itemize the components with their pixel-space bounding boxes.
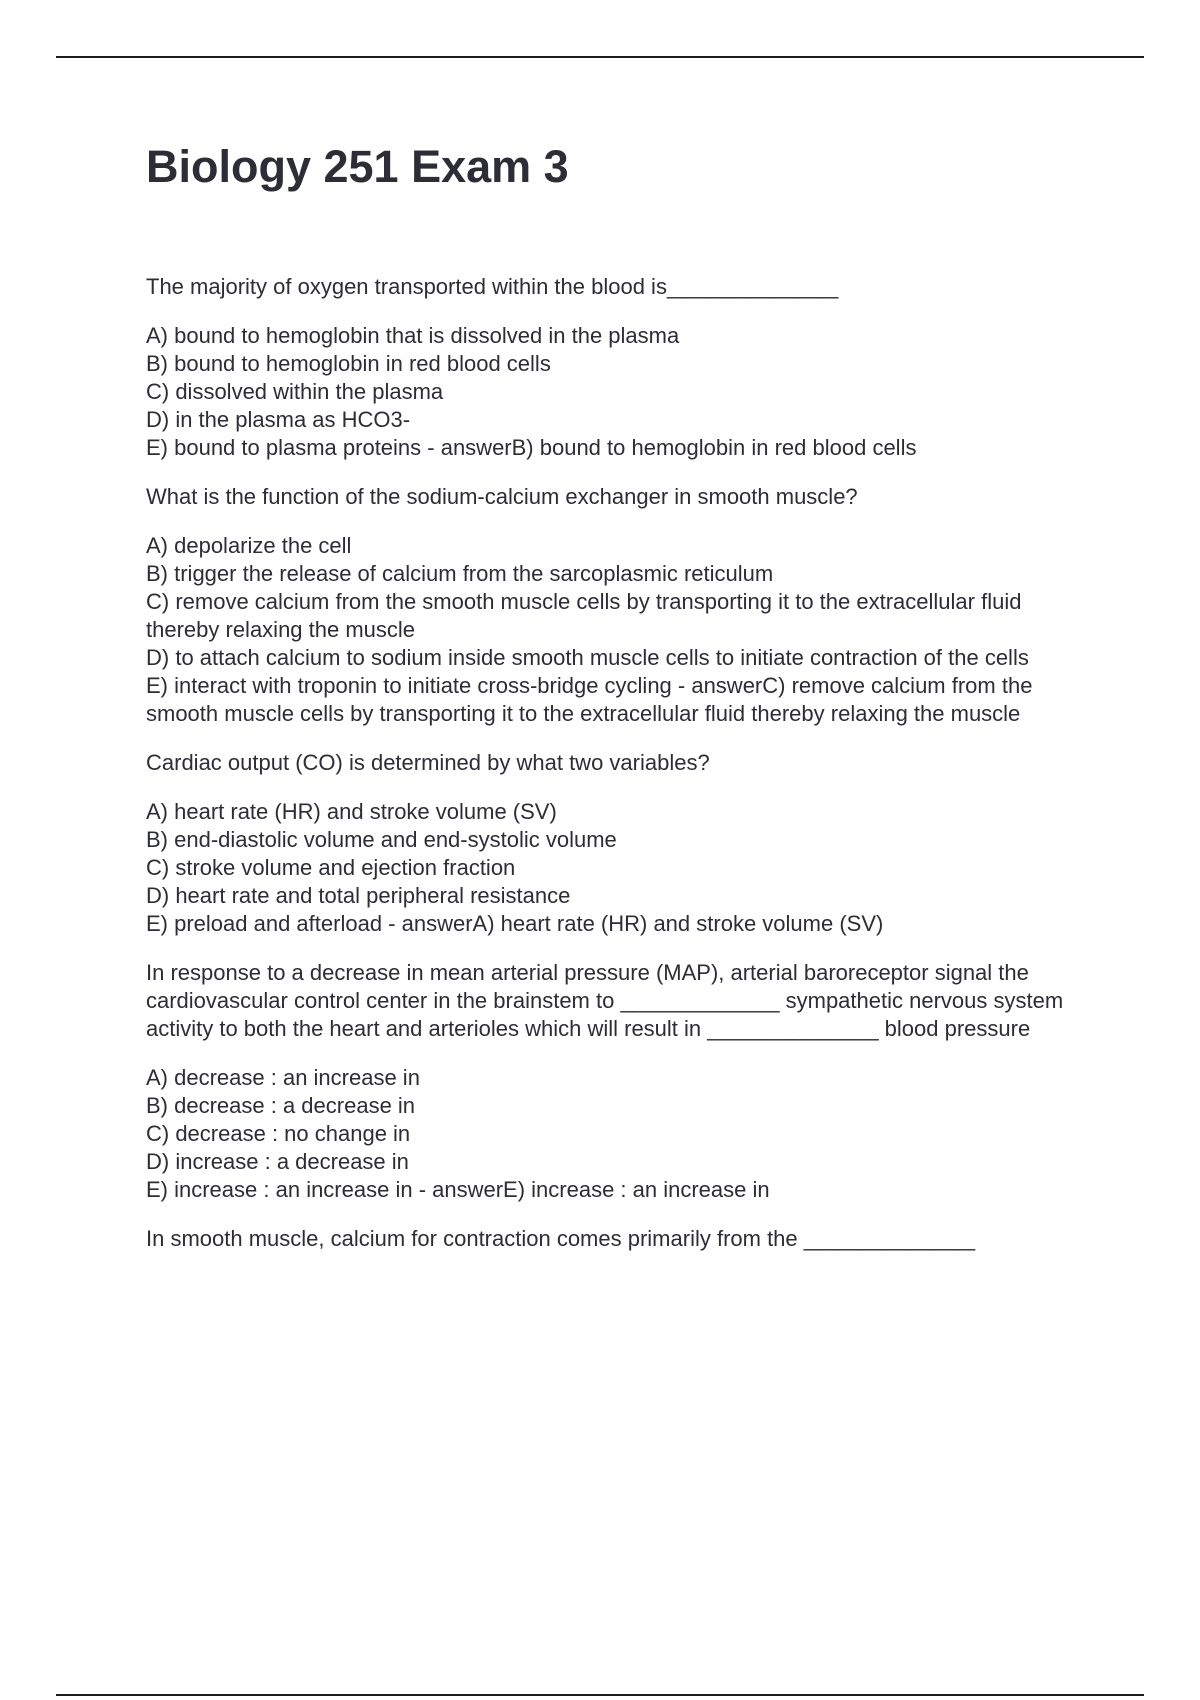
- answer-option: C) stroke volume and ejection fraction: [146, 855, 516, 880]
- answer-option: A) heart rate (HR) and stroke volume (SV): [146, 799, 557, 824]
- answer-option: E) preload and afterload - answerA) heart rate (HR) and stroke volume (SV): [146, 911, 884, 936]
- answer-option: D) heart rate and total peripheral resistance: [146, 883, 571, 908]
- answer-option: B) trigger the release of calcium from the sarcoplasmic reticulum: [146, 561, 774, 586]
- bottom-rule: [56, 1694, 1144, 1696]
- answer-options: [146, 798, 1086, 938]
- question-text: In smooth muscle, calcium for contraction comes primarily from the ______________: [146, 1226, 976, 1251]
- answer-option: E) increase : an increase in - answerE) increase : an increase in: [146, 1177, 770, 1202]
- answer-option: C) dissolved within the plasma: [146, 379, 444, 404]
- answer-option: B) end-diastolic volume and end-systolic volume: [146, 827, 617, 852]
- question-block: [146, 959, 1086, 1204]
- answer-option: B) bound to hemoglobin in red blood cells: [146, 351, 551, 376]
- question-list: [146, 273, 1086, 1253]
- question-block: [146, 483, 1086, 728]
- question-block: [146, 749, 1086, 938]
- question-block: [146, 1225, 1086, 1253]
- question-text: What is the function of the sodium-calcium exchanger in smooth muscle?: [146, 484, 858, 509]
- answer-option: D) to attach calcium to sodium inside smooth muscle cells to initiate contraction of the cells: [146, 645, 1029, 670]
- answer-option: E) bound to plasma proteins - answerB) bound to hemoglobin in red blood cells: [146, 435, 917, 460]
- answer-options: [146, 1064, 1086, 1204]
- question-text: Cardiac output (CO) is determined by what two variables?: [146, 750, 710, 775]
- answer-option: B) decrease : a decrease in: [146, 1093, 416, 1118]
- answer-option: A) decrease : an increase in: [146, 1065, 420, 1090]
- document-body: [146, 140, 1086, 1274]
- answer-option: E) interact with troponin to initiate cross-bridge cycling - answerC) remove calcium from the smooth muscle cells by transporting it to the extracellular fluid thereby relaxing the muscle: [146, 673, 1033, 726]
- answer-option: D) increase : a decrease in: [146, 1149, 409, 1174]
- question-block: [146, 273, 1086, 462]
- question-text: The majority of oxygen transported within the blood is______________: [146, 274, 839, 299]
- top-rule: [56, 56, 1144, 58]
- question-text: In response to a decrease in mean arterial pressure (MAP), arterial baroreceptor signal the cardiovascular control center in the brainstem to _____________ sympathetic nervous system activity to both the heart and arterioles which will result in ______________ blood pressure: [146, 960, 1070, 1041]
- answer-options: [146, 532, 1086, 728]
- document-title: Biology 251 Exam 3: [146, 141, 569, 192]
- answer-option: A) depolarize the cell: [146, 533, 352, 558]
- answer-option: C) decrease : no change in: [146, 1121, 411, 1146]
- answer-option: C) remove calcium from the smooth muscle cells by transporting it to the extracellular fluid thereby relaxing the muscle: [146, 589, 1022, 642]
- answer-option: D) in the plasma as HCO3-: [146, 407, 411, 432]
- answer-options: [146, 322, 1086, 462]
- answer-option: A) bound to hemoglobin that is dissolved in the plasma: [146, 323, 680, 348]
